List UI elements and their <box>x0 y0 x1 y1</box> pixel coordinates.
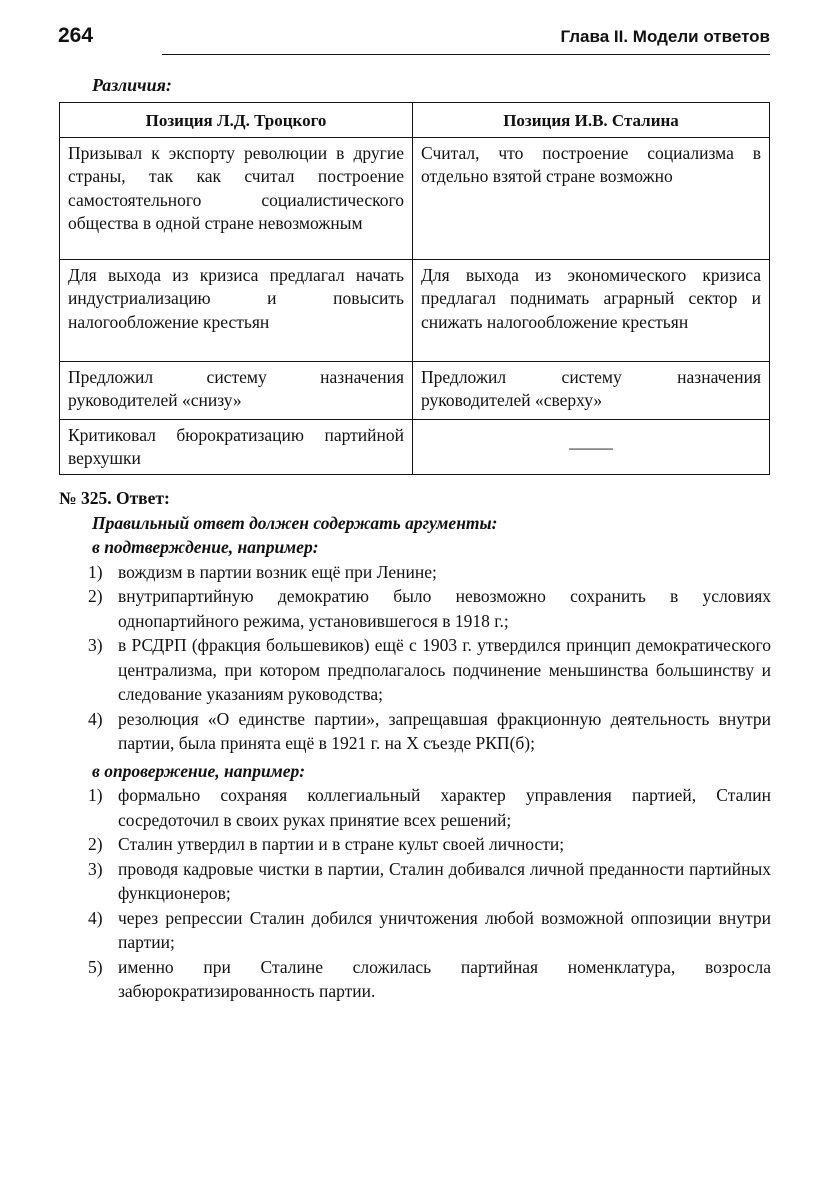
differences-title: Различия: <box>92 75 172 95</box>
table-cell: Предложил систему назначения руководителей «сверху» <box>413 361 770 419</box>
table-row <box>60 419 770 474</box>
page-number: 264 <box>58 24 94 47</box>
confirm-list <box>59 560 771 756</box>
page-header <box>58 24 770 54</box>
list-item: 2) Сталин утвердил в партии и в стране культ своей личности; <box>88 834 565 854</box>
refute-title: в опровержение, например: <box>92 760 306 781</box>
table-cell: Критиковал бюрократизацию партийной верхушки <box>60 419 413 474</box>
list-item: 4) резолюция «О единстве партии», запрещавшая фракционную деятельность внутри партии, была принята ещё в 1921 г. на X съезде РКП(б); <box>88 708 771 753</box>
table-cell: Для выхода из кризиса предлагал начать индустриализацию и повысить налогообложение крестьян <box>60 259 413 361</box>
table-cell: Для выхода из экономического кризиса предлагал поднимать аграрный сектор и снижать налогообложение крестьян <box>413 259 770 361</box>
refute-list <box>59 783 771 1004</box>
list-item: 3) в РСДРП (фракция большевиков) ещё с 1903 г. утвердился принцип демократического централизма, при котором предполагалось подчинение меньшинства большинству и следование указаниям руководства; <box>88 635 771 704</box>
list-item: 1) формально сохраняя коллегиальный характер управления партией, Сталин сосредоточил в своих руках принятие всех решений; <box>88 785 771 830</box>
answer-intro: Правильный ответ должен содержать аргументы: <box>92 512 498 533</box>
column-header-stalin: Позиция И.В. Сталина <box>413 103 770 138</box>
table-header-row <box>60 103 770 138</box>
list-item: 3) проводя кадровые чистки в партии, Сталин добивался личной преданности партийных функционеров; <box>88 858 771 903</box>
table-cell-empty-dash <box>413 419 770 474</box>
dash-placeholder: _____ <box>569 430 613 451</box>
answer-section <box>59 486 771 1004</box>
answer-title: № 325. Ответ: <box>59 488 170 508</box>
list-item: 4) через репрессии Сталин добился уничтожения любой возможной оппозиции внутри партии; <box>88 907 771 952</box>
confirm-title: в подтверждение, например: <box>92 537 319 557</box>
column-header-trotsky: Позиция Л.Д. Троцкого <box>60 103 413 138</box>
table-cell: Считал, что построение социализма в отдельно взятой стране возможно <box>413 137 770 259</box>
list-item: 2) внутрипартийную демократию было невозможно сохранить в условиях однопартийного режима, установившегося в 1918 г.; <box>88 586 771 631</box>
chapter-title: Глава II. Модели ответов <box>560 27 770 46</box>
comparison-table <box>59 102 770 475</box>
table-row <box>60 137 770 259</box>
table-cell: Призывал к экспорту революции в другие страны, так как считал построение самостоятельного социалистического общества в одной стране невозможным <box>60 137 413 259</box>
header-rule <box>162 54 770 55</box>
table-row <box>60 259 770 361</box>
list-item: 5) именно при Сталине сложилась партийная номенклатура, возросла забюрократизированность партии. <box>88 956 771 1001</box>
list-item: 1) вождизм в партии возник ещё при Ленине; <box>88 561 437 582</box>
table-cell: Предложил систему назначения руководителей «снизу» <box>60 361 413 419</box>
table-row <box>60 361 770 419</box>
